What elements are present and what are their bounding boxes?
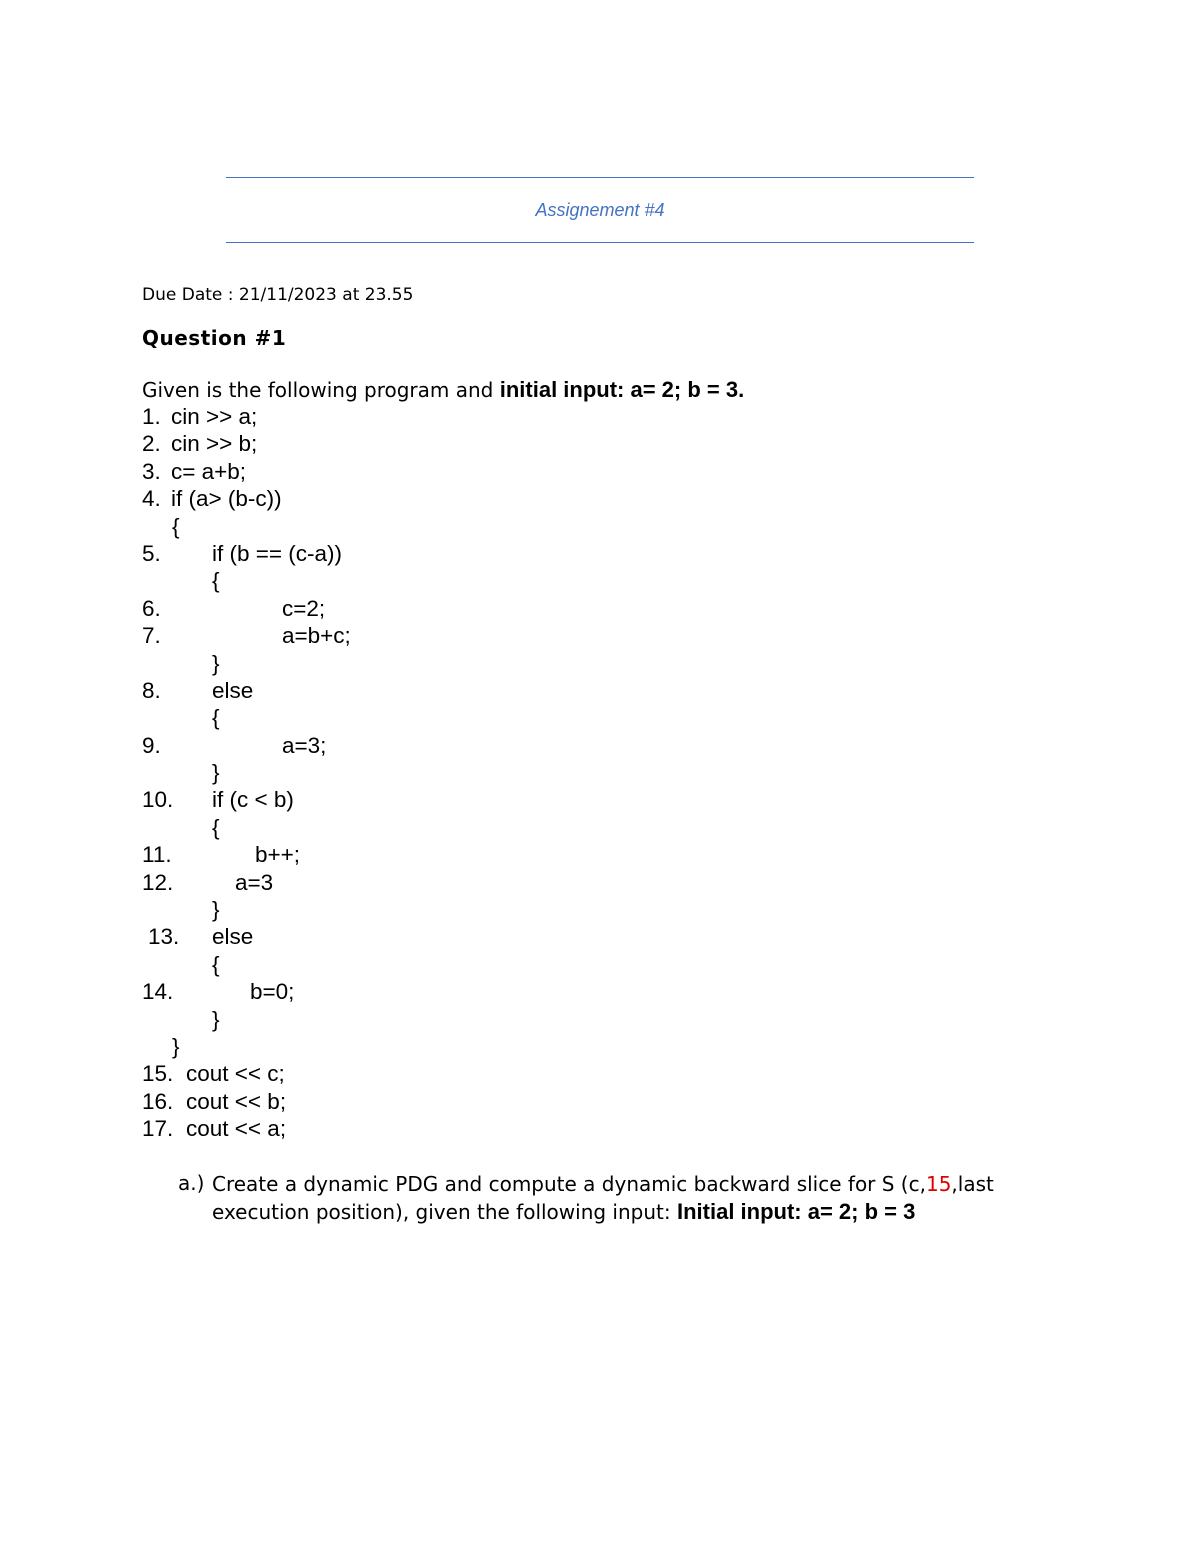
- task-item: [178, 1171, 1078, 1226]
- line-number: 5.: [142, 540, 161, 566]
- header-bottom-rule: [226, 242, 974, 243]
- line-text: c=2;: [282, 595, 326, 621]
- line-number: 12.: [142, 869, 174, 895]
- line-number: 13.: [148, 924, 180, 950]
- line-text: if (b == (c-a)): [212, 540, 343, 566]
- line-text: b++;: [255, 842, 301, 868]
- line-number: 6.: [142, 595, 161, 621]
- line-text: {: [212, 814, 220, 840]
- line-text: if (a> (b-c)): [171, 486, 282, 512]
- line-text: {: [212, 705, 220, 731]
- line-text: cout << c;: [186, 1061, 285, 1087]
- line-text: cin >> a;: [171, 404, 258, 429]
- question-intro: [142, 377, 744, 403]
- line-number: 11.: [142, 842, 172, 868]
- task-highlight: 15: [925, 1172, 952, 1196]
- task-text-part1: Create a dynamic PDG and compute a dynamic backward slice for S (c,: [212, 1172, 926, 1196]
- line-number: 17.: [142, 1116, 174, 1142]
- line-text: }: [212, 897, 220, 923]
- line-text: a=3;: [282, 732, 327, 758]
- line-number: 9.: [142, 732, 161, 758]
- line-text: cout << a;: [186, 1116, 287, 1142]
- line-number: 14.: [142, 979, 174, 1005]
- header-top-rule: [226, 177, 974, 178]
- question-heading: Question #1: [142, 326, 287, 350]
- line-number: 2.: [142, 431, 161, 457]
- line-text: }: [172, 1033, 180, 1059]
- line-text: a=b+c;: [282, 623, 351, 649]
- line-text: {: [212, 568, 220, 594]
- line-number: 8.: [142, 677, 161, 703]
- line-number: 15.: [142, 1061, 174, 1087]
- task-text-part2: ,last execution position), given the following input:: [212, 1172, 994, 1224]
- line-text: c= a+b;: [171, 458, 247, 484]
- line-text: }: [212, 760, 220, 786]
- line-number: 7.: [142, 623, 161, 649]
- line-text: cin >> b;: [171, 431, 258, 457]
- line-text: b=0;: [250, 979, 295, 1005]
- intro-emphasis: initial input: a= 2; b = 3.: [499, 377, 745, 402]
- line-text: else: [212, 677, 254, 703]
- task-label: a.): [178, 1171, 205, 1195]
- line-number: 1.: [142, 404, 161, 429]
- line-text: {: [172, 513, 180, 539]
- line-number: 3.: [142, 458, 161, 484]
- line-text: if (c < b): [212, 787, 294, 813]
- line-number: 4.: [142, 486, 161, 512]
- line-text: }: [212, 650, 220, 676]
- line-number: 10.: [142, 787, 174, 813]
- intro-text: Given is the following program and: [142, 378, 500, 402]
- task-text: [212, 1171, 1078, 1226]
- line-text: }: [212, 1006, 220, 1032]
- line-text: {: [212, 951, 220, 977]
- document-title: Assignement #4: [535, 200, 665, 220]
- task-emphasis: Initial input: a= 2; b = 3: [676, 1199, 916, 1224]
- line-text: cout << b;: [186, 1088, 287, 1114]
- due-date: Due Date : 21/11/2023 at 23.55: [142, 285, 414, 305]
- line-text: else: [212, 924, 254, 950]
- line-text: a=3: [235, 869, 274, 895]
- line-number: 16.: [142, 1088, 174, 1114]
